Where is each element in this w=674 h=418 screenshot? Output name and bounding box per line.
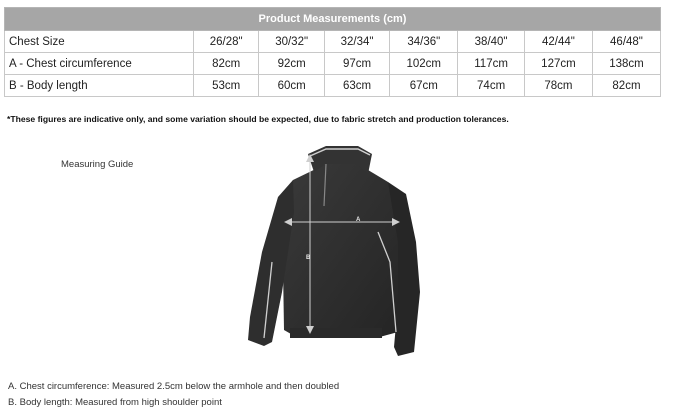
size-header: 42/44"	[524, 31, 592, 53]
table-cell: 102cm	[390, 53, 458, 75]
table-title-row	[5, 8, 661, 31]
hem-band	[290, 328, 382, 338]
table-cell: 117cm	[458, 53, 525, 75]
table-cell: 92cm	[259, 53, 324, 75]
size-header: 26/28"	[194, 31, 259, 53]
measuring-guide-title: Measuring Guide	[61, 159, 134, 170]
marker-b: B	[306, 255, 311, 261]
table-cell: 82cm	[592, 75, 660, 97]
table-header-row	[5, 31, 661, 53]
table-title: Product Measurements (cm)	[5, 8, 661, 31]
row-label: A - Chest circumference	[5, 53, 194, 75]
table-cell: 67cm	[390, 75, 458, 97]
table-cell: 82cm	[194, 53, 259, 75]
table-row	[5, 75, 661, 97]
row-label: B - Body length	[5, 75, 194, 97]
marker-a: A	[356, 217, 361, 223]
table-cell: 63cm	[324, 75, 389, 97]
measurements-table-container	[4, 7, 661, 97]
table-cell: 97cm	[324, 53, 389, 75]
size-header: 30/32"	[259, 31, 324, 53]
legend-length: B. Body length: Measured from high shoulder point	[8, 397, 222, 408]
header-label: Chest Size	[5, 31, 194, 53]
legend-chest: A. Chest circumference: Measured 2.5cm below the armhole and then doubled	[8, 381, 340, 392]
size-header: 32/34"	[324, 31, 389, 53]
jacket-diagram	[238, 142, 443, 364]
size-header: 46/48"	[592, 31, 660, 53]
table-cell: 127cm	[524, 53, 592, 75]
size-header: 38/40"	[458, 31, 525, 53]
table-cell: 60cm	[259, 75, 324, 97]
table-cell: 74cm	[458, 75, 525, 97]
size-header: 34/36"	[390, 31, 458, 53]
table-cell: 78cm	[524, 75, 592, 97]
table-cell: 53cm	[194, 75, 259, 97]
table-cell: 138cm	[592, 53, 660, 75]
measurements-table	[4, 7, 661, 97]
disclaimer-note: *These figures are indicative only, and some variation should be expected, due to fabric stretch and production tolerances.	[7, 114, 509, 124]
table-row	[5, 53, 661, 75]
